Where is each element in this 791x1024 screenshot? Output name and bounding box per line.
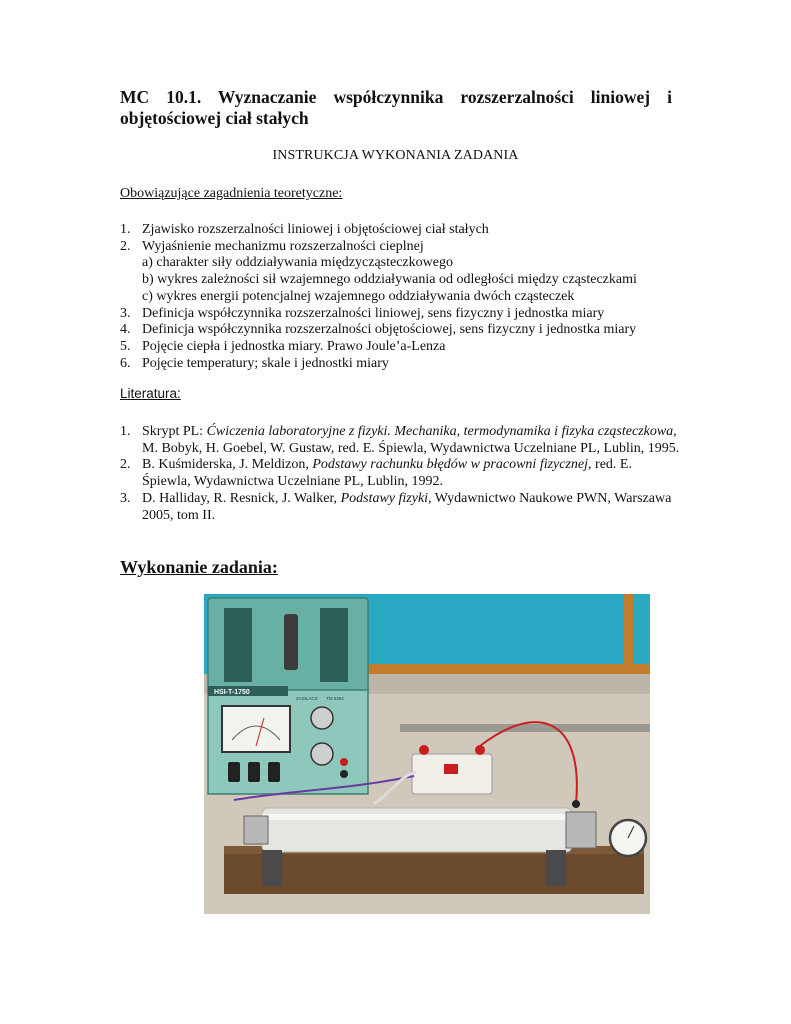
execution-heading: Wykonanie zadania: [120,557,278,577]
instruction-subtitle: INSTRUKCJA WYKONANIA ZADANIA [272,148,519,163]
list-item: 3. Definicja współczynnika rozszerzalności liniowej, sens fizyczny i jednostka miary [120,305,605,321]
base-board [224,850,644,894]
knob-bottom [311,743,333,765]
list-item: 1. Skrypt PL: Ćwiczenia laboratoryjne z fizyki. Mechanika, termodynamika i fizyka cząsteczkowa, M. Bobyk, H. Goebel, W. Gustaw, red. E. Śpiewla, Wydawnictwa Uczelniane PL, Lublin, 1995. [120,424,680,456]
device-model: TM 5394 [326,696,344,701]
caliper [400,724,650,732]
list-subitem: c) wykres energii potencjalnej wzajemnego oddziaływania dwóch cząsteczek [142,288,575,304]
literature-section-label: Literatura: [120,386,181,401]
theory-list [120,222,680,372]
tube-end-left [244,816,268,844]
list-item: 3. D. Halliday, R. Resnick, J. Walker, Podstawy fizyki, Wydawnictwo Naukowe PWN, Warszawa 2005, tom II. [120,490,672,523]
list-item: 1. Zjawisko rozszerzalności liniowej i objętościowej ciał stałych [120,222,489,237]
list-item: 2. Wyjaśnienie mechanizmu rozszerzalności cieplnej a) charakter siły oddziaływania międzycząsteczkowego b) wykres zależności sił wzajemnego oddziaływania od odległości między cząsteczkami c) wykres energii potencjalnej wzajemnego oddziaływania dwóch cząsteczek [120,239,680,306]
list-item: 4. Definicja współczynnika rozszerzalności objętościowej, sens fizyczny i jednostka miary [120,322,637,338]
theory-section-label: Obowiązujące zagadnienia teoretyczne: [120,186,343,201]
list-subitem: b) wykres zależności sił wzajemnego oddziaływania od odległości między cząsteczkami [142,272,637,288]
literature-list [120,424,680,524]
list-item: 6. Pojęcie temperatury; skale i jednostki miary [120,355,389,371]
list-item: 5. Pojęcie ciepła i jednostka miary. Prawo Joule’a-Lenza [120,338,446,354]
board-frame [354,664,650,674]
apparatus-photo [204,594,650,914]
power-supply [208,598,368,794]
board-frame-right [624,594,634,674]
tube-end-right [566,812,596,848]
knob-top [311,707,333,729]
device-brand: ZASILACZ [296,696,318,701]
list-subitem: a) charakter siły oddziaływania międzycząsteczkowego [142,255,453,271]
document-title: MC 10.1. Wyznaczanie współczynnika rozszerzalności liniowej i objętościowej ciał stałych [120,87,672,128]
list-item: 2. B. Kuśmiderska, J. Meldizon, Podstawy rachunku błędów w pracowni fizycznej, red. E. Śpiewla, Wydawnictwa Uczelniane PL, Lublin, 1992. [120,457,632,490]
device-label: HSI-T-1750 [214,689,250,696]
